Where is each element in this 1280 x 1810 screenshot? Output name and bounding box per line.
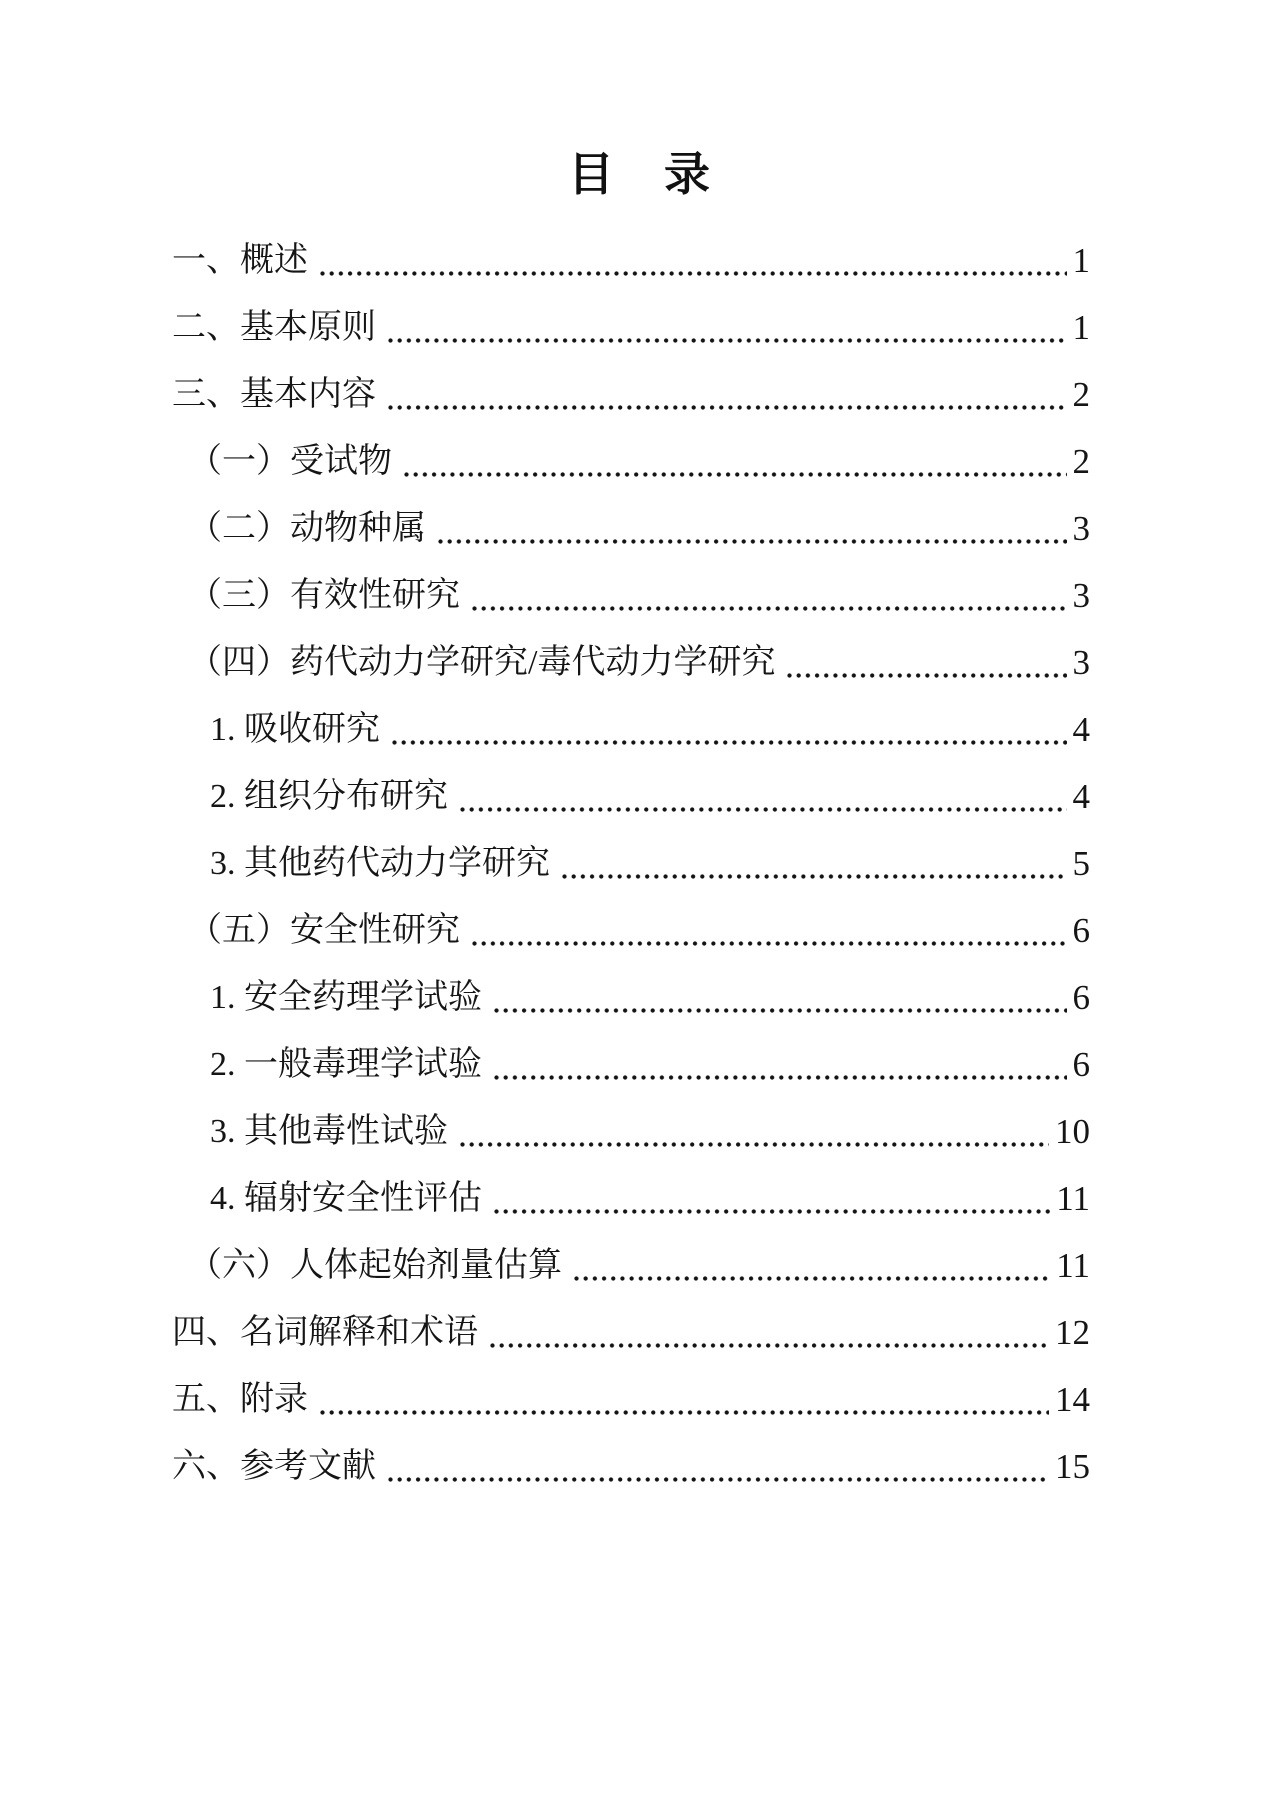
toc-page-number: 12: [1055, 1313, 1090, 1352]
dot-leader: [572, 1274, 1050, 1283]
toc-page-number: 11: [1056, 1246, 1090, 1285]
toc-entry-label: 1. 安全药理学试验: [210, 979, 482, 1016]
dot-leader: [492, 1207, 1050, 1216]
toc-entry[interactable]: [172, 226, 1090, 293]
toc-page-number: 15: [1055, 1447, 1090, 1486]
toc-page-number: 2: [1072, 375, 1090, 414]
toc-entry[interactable]: [172, 561, 1090, 628]
dot-leader: [470, 939, 1067, 948]
toc-page-number: 6: [1072, 911, 1090, 950]
toc-page-number: 1: [1072, 308, 1090, 347]
toc-entry-label: （三）有效性研究: [188, 577, 460, 614]
dot-leader: [785, 671, 1066, 680]
toc-entry[interactable]: [172, 1030, 1090, 1097]
toc-page-number: 4: [1072, 710, 1090, 749]
toc-entry-label: 二、基本原则: [172, 309, 376, 346]
dot-leader: [386, 1475, 1049, 1484]
toc-entry[interactable]: [172, 1164, 1090, 1231]
toc-entry-label: 五、附录: [172, 1381, 308, 1418]
dot-leader: [386, 336, 1067, 345]
toc-page-number: 4: [1072, 777, 1090, 816]
toc-entry[interactable]: [172, 695, 1090, 762]
dot-leader: [560, 872, 1067, 881]
dot-leader: [492, 1006, 1067, 1015]
toc-entry[interactable]: [172, 427, 1090, 494]
page-title: 目 录: [568, 149, 712, 200]
dot-leader: [318, 1408, 1049, 1417]
toc-entry[interactable]: [172, 494, 1090, 561]
toc-entry-label: （五）安全性研究: [188, 912, 460, 949]
table-of-contents: [172, 226, 1090, 1499]
toc-entry-label: （四）药代动力学研究/毒代动力学研究: [188, 644, 776, 681]
toc-entry-label: （六）人体起始剂量估算: [188, 1247, 562, 1284]
dot-leader: [436, 537, 1067, 546]
toc-page-number: 10: [1055, 1112, 1090, 1151]
toc-entry[interactable]: [172, 1298, 1090, 1365]
toc-entry-label: 2. 一般毒理学试验: [210, 1046, 482, 1083]
dot-leader: [488, 1341, 1049, 1350]
toc-entry[interactable]: [172, 762, 1090, 829]
toc-page-number: 14: [1055, 1380, 1090, 1419]
toc-entry-label: 2. 组织分布研究: [210, 778, 448, 815]
toc-entry-label: 3. 其他毒性试验: [210, 1113, 448, 1150]
toc-entry-label: 六、参考文献: [172, 1448, 376, 1485]
dot-leader: [390, 738, 1067, 747]
toc-entry[interactable]: [172, 1097, 1090, 1164]
toc-entry-label: （一）受试物: [188, 443, 392, 480]
toc-page-number: 1: [1072, 241, 1090, 280]
toc-entry[interactable]: [172, 829, 1090, 896]
toc-entry[interactable]: [172, 1432, 1090, 1499]
toc-entry-label: 3. 其他药代动力学研究: [210, 845, 550, 882]
toc-entry[interactable]: [172, 293, 1090, 360]
dot-leader: [386, 403, 1067, 412]
toc-entry-label: 三、基本内容: [172, 376, 376, 413]
dot-leader: [458, 1140, 1049, 1149]
toc-page-number: 6: [1072, 1045, 1090, 1084]
dot-leader: [470, 604, 1067, 613]
toc-page-number: 3: [1072, 509, 1090, 548]
toc-entry-label: 一、概述: [172, 242, 308, 279]
toc-page-number: 6: [1072, 978, 1090, 1017]
toc-entry[interactable]: [172, 896, 1090, 963]
toc-entry[interactable]: [172, 963, 1090, 1030]
toc-entry[interactable]: [172, 628, 1090, 695]
toc-entry[interactable]: [172, 1365, 1090, 1432]
dot-leader: [318, 269, 1067, 278]
toc-entry[interactable]: [172, 360, 1090, 427]
toc-page-number: 2: [1072, 442, 1090, 481]
dot-leader: [458, 805, 1067, 814]
toc-page-number: 5: [1072, 844, 1090, 883]
toc-entry[interactable]: [172, 1231, 1090, 1298]
dot-leader: [492, 1073, 1067, 1082]
toc-entry-label: （二）动物种属: [188, 510, 426, 547]
toc-page-number: 3: [1072, 643, 1090, 682]
toc-entry-label: 4. 辐射安全性评估: [210, 1180, 482, 1217]
toc-page-number: 11: [1056, 1179, 1090, 1218]
toc-entry-label: 1. 吸收研究: [210, 711, 380, 748]
toc-page-number: 3: [1072, 576, 1090, 615]
toc-entry-label: 四、名词解释和术语: [172, 1314, 478, 1351]
dot-leader: [402, 470, 1067, 479]
